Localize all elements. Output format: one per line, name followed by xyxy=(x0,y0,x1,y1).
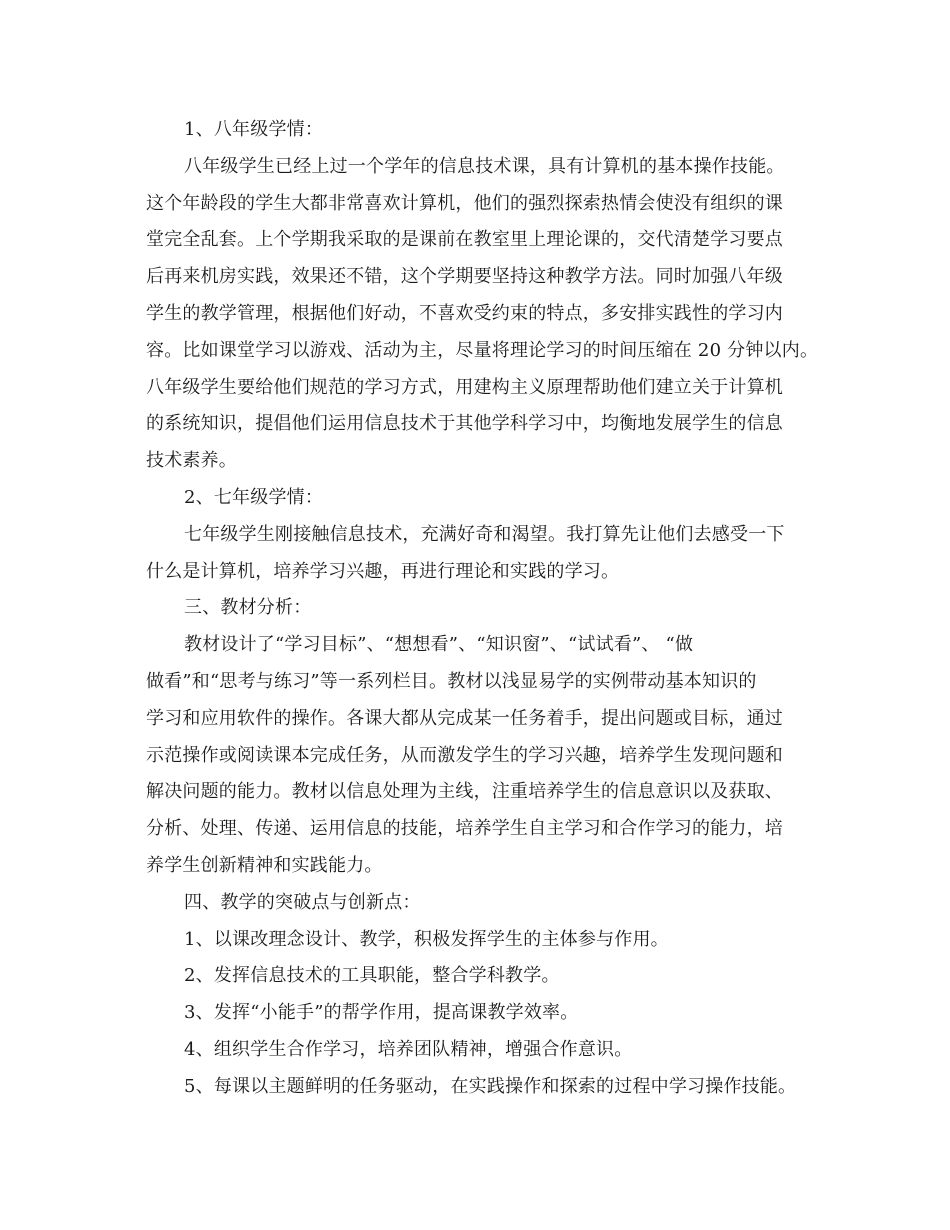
text-line: 堂完全乱套。上个学期我采取的是课前在教室里上理论课的，交代清楚学习要点 xyxy=(146,229,783,251)
text-line: 做看”和“思考与练习”等一系列栏目。教材以浅显易学的实例带动基本知识的 xyxy=(146,670,757,692)
text-line: 容。比如课堂学习以游戏、活动为主，尽量将理论学习的时间压缩在 20 分钟以内。 xyxy=(146,339,819,361)
text-line: 三、教材分析： xyxy=(184,597,312,619)
document-page xyxy=(146,112,819,1106)
text-line: 后再来机房实践，效果还不错，这个学期要坚持这种教学方法。同时加强八年级 xyxy=(146,266,783,288)
text-line: 2、七年级学情： xyxy=(184,486,324,508)
text-line: 3、发挥“小能手”的帮学作用，提高课教学效率。 xyxy=(184,1002,579,1024)
text-line: 4、组织学生合作学习，培养团队精神，增强合作意识。 xyxy=(184,1038,633,1060)
text-line: 什么是计算机，培养学习兴趣，再进行理论和实践的学习。 xyxy=(146,560,620,582)
text-line: 七年级学生刚接触信息技术，充满好奇和渴望。我打算先让他们去感受一下 xyxy=(184,523,785,545)
text-line: 这个年龄段的学生大都非常喜欢计算机，他们的强烈探索热情会使没有组织的课 xyxy=(146,192,783,214)
text-line: 1、八年级学情： xyxy=(184,119,324,140)
text-line: 5、每课以主题鲜明的任务驱动，在实践操作和探索的过程中学习操作技能。 xyxy=(184,1075,797,1097)
text-line: 学生的教学管理，根据他们好动，不喜欢受约束的特点，多安排实践性的学习内 xyxy=(146,302,783,324)
text-line: 解决问题的能力。教材以信息处理为主线，注重培养学生的信息意识以及获取、 xyxy=(146,781,783,803)
text-line: 的系统知识，提倡他们运用信息技术于其他学科学习中，均衡地发展学生的信息 xyxy=(146,413,783,435)
text-line: 技术素养。 xyxy=(146,450,237,472)
text-line: 四、教学的突破点与创新点： xyxy=(184,891,421,913)
text-line: 八年级学生要给他们规范的学习方式，用建构主义原理帮助他们建立关于计算机 xyxy=(146,376,783,398)
text-line: 分析、处理、传递、运用信息的技能，培养学生自主学习和合作学习的能力，培 xyxy=(146,818,783,840)
text-line: 八年级学生已经上过一个学年的信息技术课，具有计算机的基本操作技能。 xyxy=(184,155,785,177)
text-line: 示范操作或阅读课本完成任务，从而激发学生的学习兴趣，培养学生发现问题和 xyxy=(146,744,783,766)
text-line: 1、以课改理念设计、教学，积极发挥学生的主体参与作用。 xyxy=(184,928,669,950)
text-line: 学习和应用软件的操作。各课大都从完成某一任务着手，提出问题或目标，通过 xyxy=(146,707,783,729)
document-body xyxy=(146,112,819,1106)
text-line: 教材设计了“学习目标”、“想想看”、“知识窗”、“试试看”、 “做 xyxy=(184,634,694,656)
text-line: 2、发挥信息技术的工具职能，整合学科教学。 xyxy=(184,965,560,987)
text-line: 养学生创新精神和实践能力。 xyxy=(146,854,383,876)
